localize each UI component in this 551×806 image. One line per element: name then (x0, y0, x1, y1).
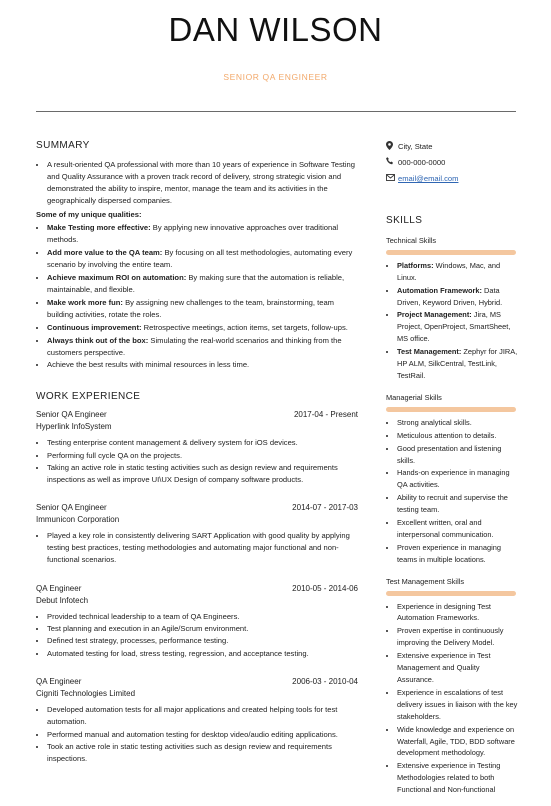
skill-item (397, 346, 518, 382)
experience-section (36, 391, 358, 775)
job-position: QA Engineer (36, 677, 82, 687)
item-text: Jira, MS Project, OpenProject, SmartSheet, MS office. (397, 310, 511, 344)
job-company: Cigniti Technologies Limited (36, 689, 136, 699)
item-bold-label: Platforms: (397, 260, 434, 270)
job-bullets (36, 704, 358, 765)
skill-list (386, 260, 518, 382)
skill-item (397, 260, 518, 284)
summary-intro-list (36, 159, 358, 207)
envelope-icon (386, 173, 398, 185)
job-position: Senior QA Engineer (36, 410, 107, 420)
job-bullet: • Performing full cycle QA on the projects. (47, 450, 358, 462)
skill-item (397, 430, 518, 442)
item-text: Strong analytical skills. (397, 417, 472, 427)
quality-item (47, 322, 358, 334)
skill-group-title: Test Management Skills (386, 576, 465, 586)
job-position: QA Engineer (36, 583, 82, 593)
job-entry (36, 676, 358, 765)
skill-item (397, 285, 518, 309)
job-dates: 2010-05 - 2014-06 (292, 583, 358, 593)
quality-item (47, 247, 358, 271)
item-text: Ability to recruit and supervise the testing team. (397, 493, 508, 515)
job-bullet: • Performed manual and automation testing for desktop video/audio editing applications. (47, 729, 358, 741)
job-header (36, 583, 358, 595)
item-bold-label: Always think out of the box: (47, 335, 149, 345)
item-text: Extensive experience in Testing Methodologies related to both Functional and Non-functional (397, 761, 501, 795)
job-entry (36, 583, 358, 660)
quality-item (47, 335, 358, 359)
job-header (36, 676, 358, 688)
contact-email[interactable] (386, 171, 518, 187)
contact-phone-text: 000-000-0000 (398, 158, 446, 168)
job-company: Immunicon Corporation (36, 515, 120, 525)
summary-intro: • A result-oriented QA professional with more than 10 years of experience in Software Testing and Quality Assurance with a proven track record of delivery, strong strategic vision and demonstrated the ability to inspire, mentor, manage the team and its activities in the geographically dispersed companies. (47, 159, 358, 207)
skill-list (386, 417, 518, 566)
location-pin-icon (386, 141, 398, 154)
skills-title: SKILLS (386, 215, 423, 226)
job-company: Hyperlink InfoSystem (36, 422, 112, 432)
job-bullet: • Taking an active role in static testing activities such as design review and requirements inspections as well as improve UI\UX Design of company software products. (47, 462, 358, 486)
side-column (386, 139, 518, 806)
item-text: Data Driven, Keyword Driven, Hybrid. (397, 285, 503, 307)
summary-section (36, 140, 358, 371)
item-text: Retrospective meetings, action items, set targets, follow-ups. (141, 322, 348, 332)
skill-group (386, 235, 518, 382)
job-bullet: • Automated testing for load, stress testing, regression, and acceptance testing. (47, 648, 358, 660)
skill-item (397, 601, 518, 625)
skill-item (397, 687, 518, 723)
qualities-list (36, 222, 358, 371)
skill-item (397, 417, 518, 429)
item-text: Wide knowledge and experience on Waterfall, Agile, TDD, BDD software development methodology. (397, 724, 515, 758)
skill-item (397, 492, 518, 516)
quality-item (47, 272, 358, 296)
quality-item (47, 359, 358, 371)
item-bold-label: Project Management: (397, 310, 472, 320)
item-text: Experience in designing Test Automation Frameworks. (397, 601, 491, 623)
contact-location-text: City, State (398, 142, 433, 152)
skill-group-title: Managerial Skills (386, 392, 442, 402)
item-text: Excellent written, oral and interpersonal communication. (397, 518, 494, 539)
job-header (36, 502, 358, 514)
job-bullets (36, 530, 358, 566)
candidate-name: DAN WILSON (168, 11, 383, 48)
item-bold-label: Achieve maximum ROI on automation: (47, 273, 187, 283)
jobs-list (36, 409, 358, 775)
job-position: Senior QA Engineer (36, 503, 107, 513)
item-text: Proven expertise in continuously improving the Delivery Model. (397, 626, 504, 648)
item-text: Experience in escalations of test delivery issues in liaison with the key stakeholders. (397, 687, 518, 721)
skill-item (397, 625, 518, 649)
item-text: By applying new innovative approaches over traditional methods. (47, 223, 339, 245)
skill-item (397, 517, 518, 541)
job-spacer (36, 765, 358, 775)
skill-group (386, 392, 518, 566)
skill-item (397, 760, 518, 796)
skill-level-bar (386, 591, 516, 596)
phone-icon (386, 157, 398, 169)
item-text: By focusing on all test methodologies, automating every scenario by involving the entire team. (47, 248, 353, 270)
job-bullet: • Took an active role in static testing activities such as design review and requirements inspections. (47, 741, 358, 765)
item-bold-label: Test Management: (397, 347, 462, 357)
item-text: Zephyr for JIRA, HP ALM, SilkCentral, TestLink, TestRail. (397, 347, 518, 380)
job-entry (36, 409, 358, 486)
item-text: Hands-on experience in managing QA activities. (397, 468, 510, 490)
quality-item (47, 297, 358, 321)
item-bold-label: Make Testing more effective: (47, 223, 151, 233)
contact-email-link[interactable]: email@email.com (398, 174, 459, 184)
job-bullet: • Developed automation tests for all major applications and created helping tools for test automation. (47, 704, 358, 728)
item-text: Achieve the best results with minimal resources in less time. (47, 360, 250, 370)
skill-level-bar (386, 250, 516, 255)
skill-group-title: Technical Skills (386, 235, 437, 245)
item-bold-label: Continuous improvement: (47, 322, 142, 332)
skill-item (397, 542, 518, 566)
item-text: By assigning new challenges to the team, brainstorming, team building activities, rotate the roles. (47, 297, 335, 319)
item-text: Proven experience in managing teams in multiple locations. (397, 542, 501, 564)
experience-title: WORK EXPERIENCE (36, 391, 141, 403)
item-bold-label: Add more value to the QA team: (47, 248, 163, 258)
contact-phone (386, 155, 518, 171)
skill-item (397, 724, 518, 760)
job-bullets (36, 437, 358, 486)
skill-item (397, 443, 518, 467)
skill-list (386, 601, 518, 797)
job-spacer (36, 567, 358, 577)
job-bullet: • Defined test strategy, processes, performance testing. (47, 635, 358, 647)
contact-location (386, 139, 518, 155)
job-bullets (36, 611, 358, 660)
item-bold-label: Automation Framework: (397, 285, 482, 295)
job-bullet: • Test planning and execution in an Agile/Scrum environment. (47, 623, 358, 635)
job-bullet: • Played a key role in consistently delivering SART Application with good quality by applying testing best practices, testing methodologies and automating major functional and non-functional scenarios. (47, 530, 358, 566)
job-dates: 2017-04 - Present (293, 410, 358, 420)
skill-item (397, 309, 518, 345)
skill-group (386, 576, 518, 796)
candidate-role: SENIOR QA ENGINEER (223, 72, 328, 82)
skill-groups (386, 235, 518, 796)
contact-section (386, 139, 518, 187)
qualities-title: Some of my unique qualities: (36, 209, 142, 219)
header-divider (36, 111, 516, 112)
summary-title: SUMMARY (36, 140, 90, 151)
item-text: Extensive experience in Test Management and Quality Assurance. (397, 651, 491, 684)
item-text: Meticulous attention to details. (397, 430, 497, 440)
skill-item (397, 650, 518, 686)
job-bullet: • Testing enterprise content management & delivery system for iOS devices. (47, 437, 358, 449)
item-text: Windows, Mac, and Linux. (397, 260, 501, 282)
job-entry (36, 502, 358, 566)
job-dates: 2006-03 - 2010-04 (292, 677, 358, 687)
job-company: Debut Infotech (36, 595, 89, 605)
skill-item (397, 467, 518, 491)
quality-item (47, 222, 358, 246)
item-bold-label: Make work more fun: (47, 297, 123, 307)
item-text: By making sure that the automation is reliable, maintainable, and flexible. (47, 273, 345, 294)
job-spacer (36, 486, 358, 496)
job-bullet: • Provided technical leadership to a team of QA Engineers. (47, 611, 358, 623)
main-column (36, 140, 358, 775)
item-text: Good presentation and listening skills. (397, 443, 502, 465)
job-header (36, 409, 358, 421)
job-dates: 2014-07 - 2017-03 (292, 503, 358, 513)
skill-level-bar (386, 407, 516, 412)
job-spacer (36, 660, 358, 670)
item-text: Simulating the real-world scenarios and thinking from the customers perspective. (47, 335, 342, 357)
